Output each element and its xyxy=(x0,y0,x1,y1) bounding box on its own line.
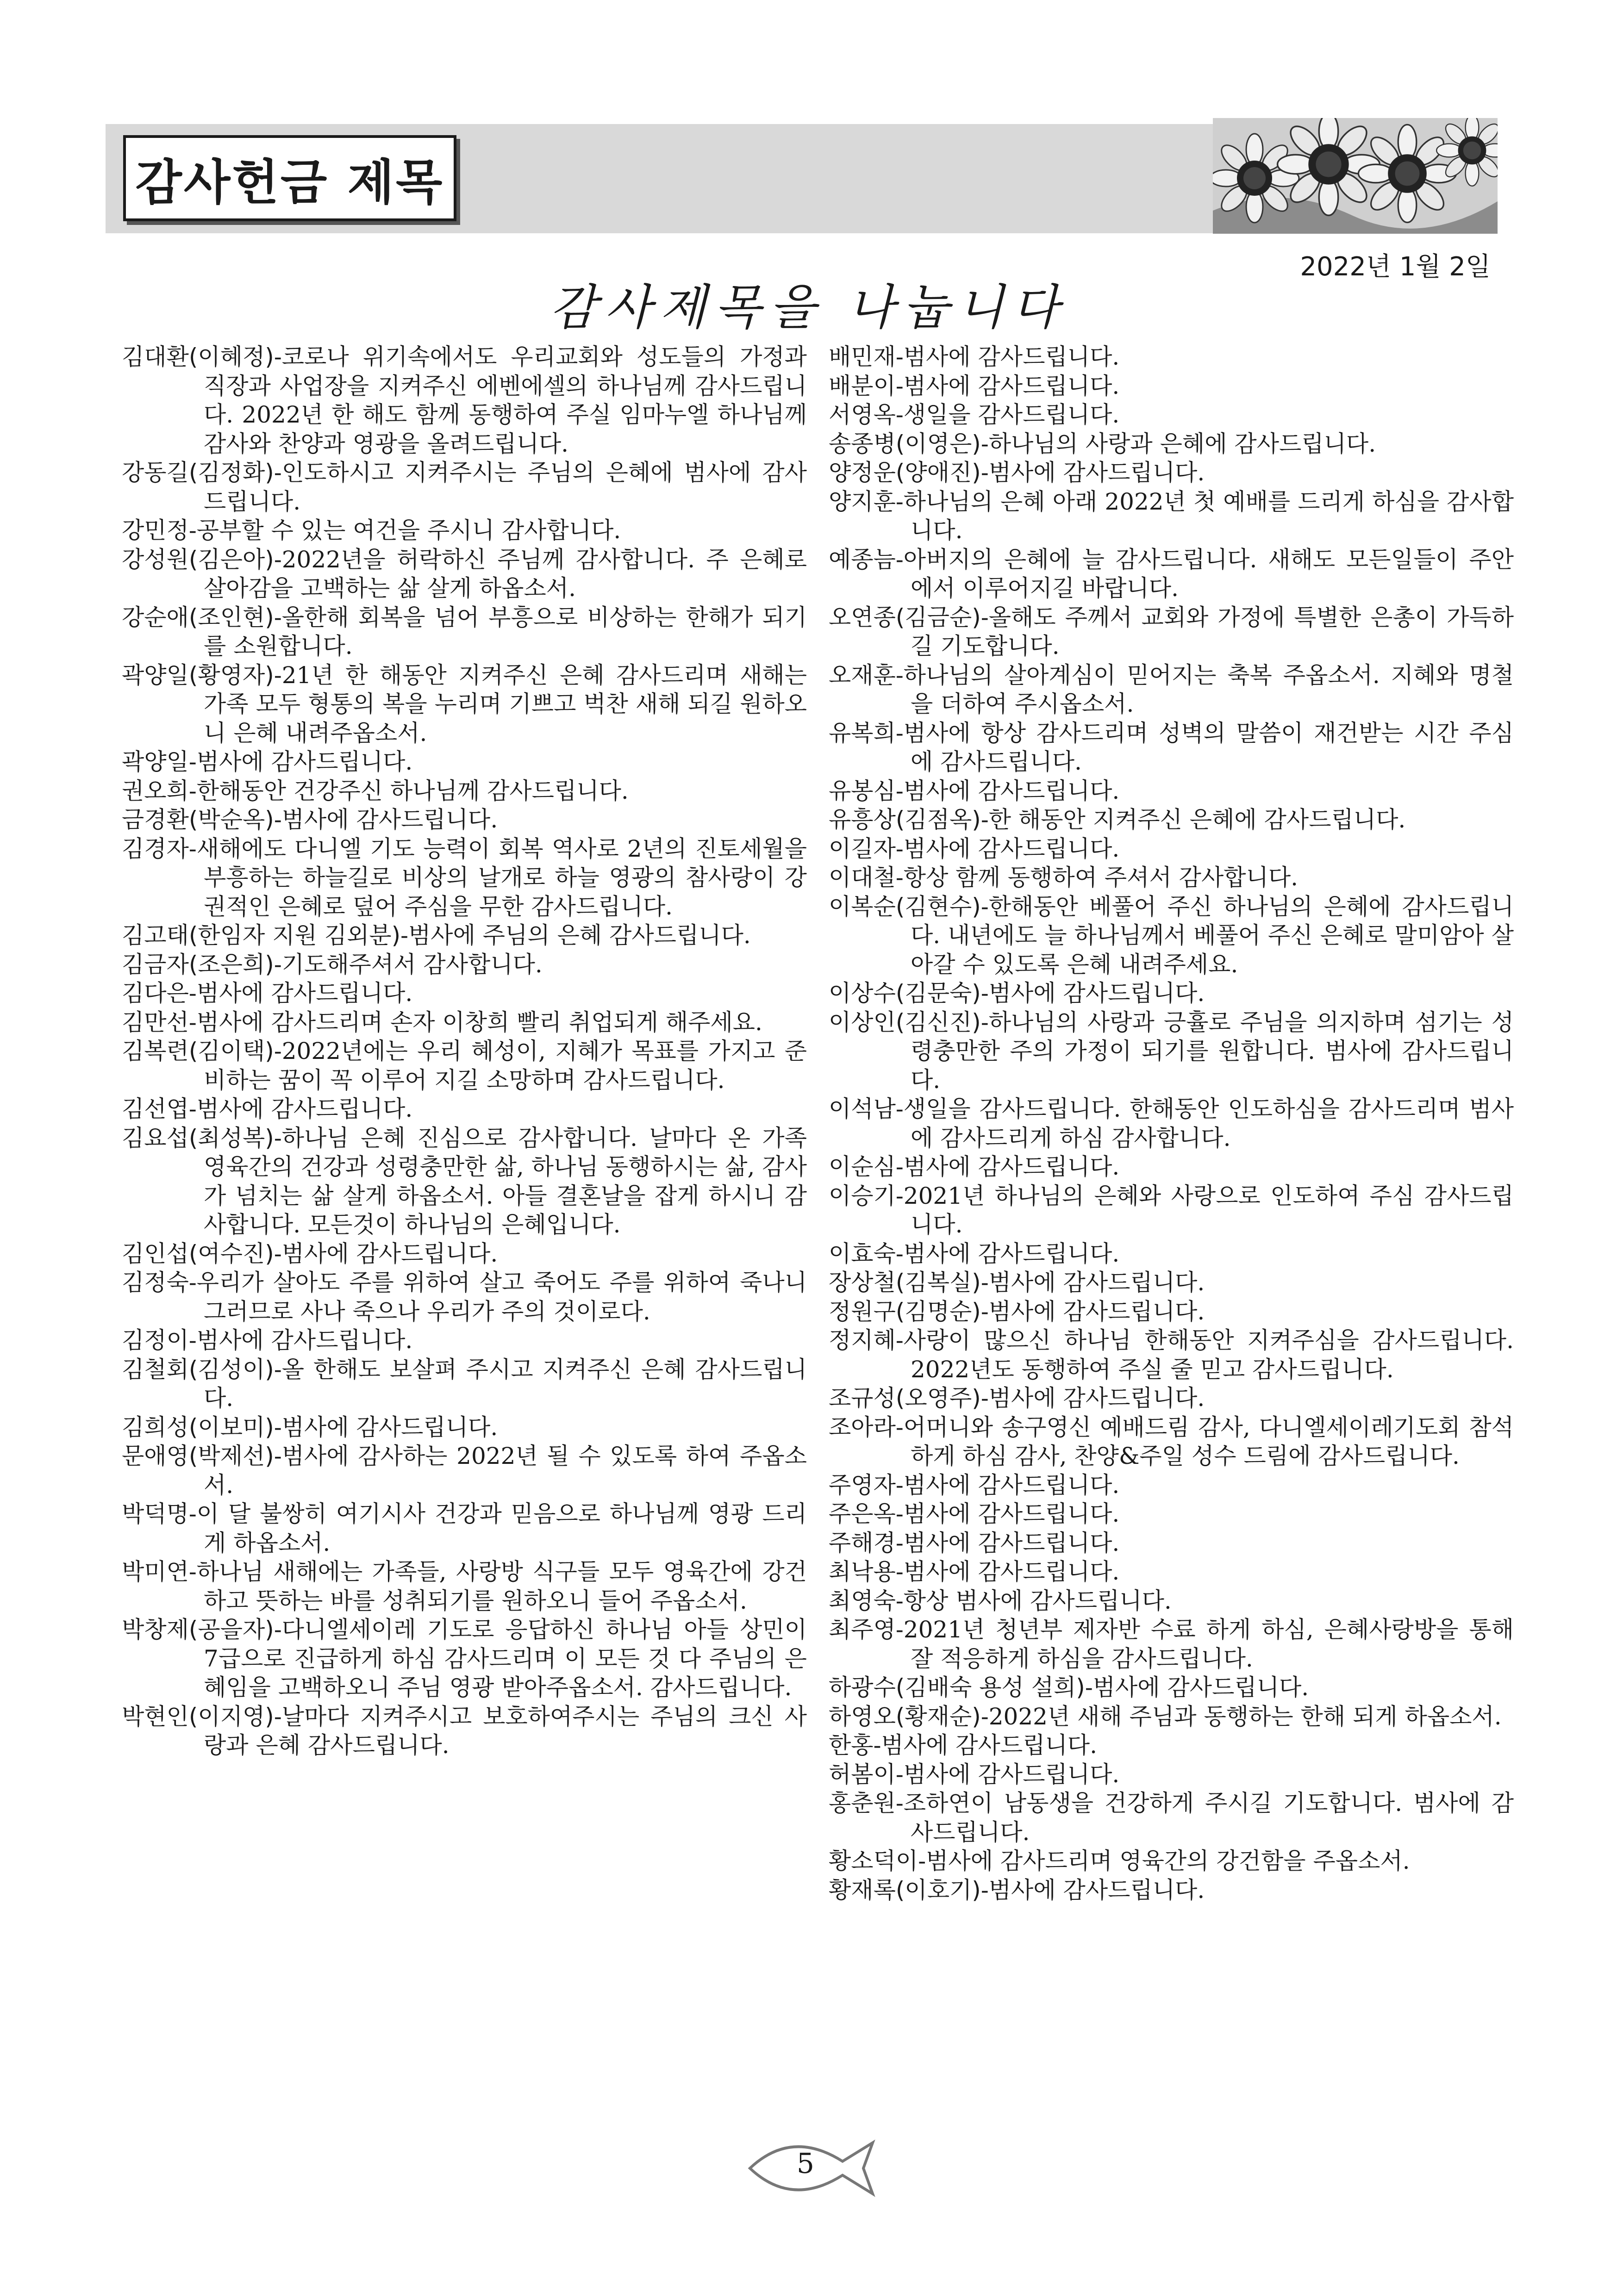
thanks-text: -범사에 감사드리며 영육간의 강건함을 주옵소서. xyxy=(918,1848,1410,1874)
donor-name: 배분이 xyxy=(829,372,896,399)
thanks-text: -범사에 주님의 은혜 감사드립니다. xyxy=(400,922,751,949)
thanks-entry xyxy=(829,429,1514,459)
thanks-entry xyxy=(829,603,1514,661)
thanks-entry xyxy=(122,603,807,661)
thanks-entry xyxy=(829,1876,1514,1905)
donor-name: 서영옥 xyxy=(829,401,896,428)
thanks-text: -범사에 감사드립니다. xyxy=(895,1153,1120,1180)
donor-name: 이효숙 xyxy=(829,1240,896,1267)
thanks-entry xyxy=(122,1095,807,1124)
thanks-text: -코로나 위기속에서도 우리교회와 성도들의 가정과 직장과 사업장을 지켜주신 에벤에셀의 하나님께 감사드립니다. 2022년 한 해도 함께 동행하여 주실 임마누엘 하나님께 감사와 찬양과 영광을 올려드립니다. xyxy=(204,343,807,457)
donor-name: 문애영(박제선) xyxy=(122,1443,274,1469)
donor-name: 양지훈 xyxy=(829,488,896,515)
thanks-entry xyxy=(122,1326,807,1355)
thanks-text: -범사에 감사드립니다. xyxy=(980,1269,1205,1296)
thanks-entry xyxy=(829,1702,1514,1731)
donor-name: 김금자(조은희) xyxy=(122,951,274,978)
donor-name: 유흥상(김점옥) xyxy=(829,806,981,833)
thanks-text: -하나님의 사랑과 긍휼로 주님을 의지하며 섬기는 성령충만한 주의 가정이 되기를 원합니다. 범사에 감사드립니다. xyxy=(911,1008,1514,1094)
donor-name: 예종늠 xyxy=(829,546,896,573)
thanks-text: -범사에 감사드립니다. xyxy=(188,748,413,775)
thanks-entry xyxy=(829,1008,1514,1095)
donor-name: 허봄이 xyxy=(829,1761,896,1788)
thanks-entry xyxy=(829,892,1514,979)
donor-name: 이대철 xyxy=(829,864,896,891)
thanks-entry xyxy=(122,777,807,806)
donor-name: 홍춘원 xyxy=(829,1790,896,1817)
thanks-entry xyxy=(829,342,1514,372)
donor-name: 황소덕이 xyxy=(829,1848,918,1874)
thanks-text: -아버지의 은혜에 늘 감사드립니다. 새해도 모든일들이 주안에서 이루어지길 바랍니다. xyxy=(895,546,1514,602)
thanks-text: -범사에 감사드립니다. xyxy=(895,1529,1120,1556)
donor-name: 황재록(이호기) xyxy=(829,1876,981,1904)
thanks-entry xyxy=(829,834,1514,864)
thanks-entry xyxy=(122,1702,807,1760)
thanks-text: -범사에 감사드립니다. xyxy=(895,1761,1120,1788)
donor-name: 이상인(김신진) xyxy=(829,1008,981,1036)
thanks-entry xyxy=(122,1037,807,1095)
thanks-entry xyxy=(122,342,807,458)
thanks-text: -항상 함께 동행하여 주셔서 감사합니다. xyxy=(895,864,1299,891)
donor-name: 김만선 xyxy=(122,1008,189,1036)
thanks-text: -21년 한 해동안 지켜주신 은혜 감사드리며 새해는 가족 모두 형통의 복을 누리며 기쁘고 벅찬 새해 되길 원하오니 은혜 내려주옵소서. xyxy=(204,661,807,747)
thanks-entry xyxy=(829,1529,1514,1558)
thanks-text: -하나님의 사랑과 은혜에 감사드립니다. xyxy=(980,430,1376,457)
thanks-text: -범사에 감사드립니다. xyxy=(895,372,1120,399)
thanks-entry xyxy=(122,834,807,921)
thanks-text: -범사에 감사드립니다. xyxy=(1085,1674,1309,1701)
thanks-text: -범사에 감사드리며 손자 이창희 빨리 취업되게 해주세요. xyxy=(188,1008,762,1036)
thanks-text: -인도하시고 지켜주시는 주님의 은혜에 범사에 감사드립니다. xyxy=(204,459,807,515)
donor-name: 장상철(김복실) xyxy=(829,1269,981,1296)
donor-name: 유복희 xyxy=(829,719,896,747)
thanks-text: -한 해동안 지켜주신 은혜에 감사드립니다. xyxy=(980,806,1406,833)
thanks-entry xyxy=(122,1268,807,1326)
thanks-entry xyxy=(122,1124,807,1239)
donor-name: 하광수(김배숙 용성 설희) xyxy=(829,1674,1085,1701)
thanks-entry xyxy=(829,1615,1514,1673)
thanks-text: -범사에 감사드립니다. xyxy=(980,1298,1205,1325)
thanks-entry xyxy=(122,805,807,834)
thanks-entry xyxy=(829,1789,1514,1847)
donor-name: 조규성(오영주) xyxy=(829,1385,981,1412)
thanks-text: -범사에 감사드립니다. xyxy=(980,1385,1205,1412)
thanks-text: -범사에 감사드립니다. xyxy=(274,1240,498,1267)
thanks-entry xyxy=(829,1413,1514,1471)
thanks-text: -올한해 회복을 넘어 부흥으로 비상하는 한해가 되기를 소원합니다. xyxy=(204,604,807,660)
donor-name: 김인섭(여수진) xyxy=(122,1240,274,1267)
thanks-text: -하나님의 은혜 아래 2022년 첫 예배를 드리게 하심을 감사합니다. xyxy=(895,488,1514,544)
donor-name: 박현인(이지영) xyxy=(122,1703,274,1730)
thanks-entry xyxy=(829,1182,1514,1239)
thanks-entry xyxy=(829,545,1514,603)
thanks-entry xyxy=(122,1355,807,1413)
donor-name: 김선엽 xyxy=(122,1095,189,1122)
donor-name: 박창제(공을자) xyxy=(122,1616,274,1643)
thanks-entry xyxy=(829,1760,1514,1789)
sunflower-icon xyxy=(1213,118,1498,234)
donor-name: 권오희 xyxy=(122,777,189,804)
thanks-entry xyxy=(829,1326,1514,1384)
donor-name: 주해경 xyxy=(829,1529,896,1556)
thanks-entry xyxy=(829,661,1514,719)
donor-name: 오연종(김금순) xyxy=(829,604,981,631)
thanks-entry xyxy=(122,1413,807,1442)
thanks-entry xyxy=(829,979,1514,1008)
right-column xyxy=(829,342,1514,1904)
thanks-text: -하나님 새해에는 가족들, 사랑방 식구들 모두 영육간에 강건하고 뜻하는 바를 성취되기를 원하오니 들어 주옵소서. xyxy=(188,1558,807,1614)
donor-name: 이복순(김현수) xyxy=(829,893,981,920)
thanks-text: -2021년 하나님의 은혜와 사랑으로 인도하여 주심 감사드립니다. xyxy=(895,1182,1514,1238)
date: 2022년 1월 2일 xyxy=(1300,252,1491,282)
thanks-entry xyxy=(122,545,807,603)
donor-name: 양정운(양애진) xyxy=(829,459,981,486)
thanks-text: -새해에도 다니엘 기도 능력이 회복 역사로 2년의 진토세월을 부흥하는 하늘길로 비상의 날개로 하늘 영광의 참사랑이 강권적인 은혜로 덮어 주심을 무한 감사드립니다. xyxy=(188,835,807,920)
thanks-text: -범사에 감사드립니다. xyxy=(895,1240,1120,1267)
thanks-text: -어머니와 송구영신 예배드림 감사, 다니엘세이레기도회 참석하게 하심 감사, 찬양&주일 성수 드림에 감사드립니다. xyxy=(895,1413,1514,1469)
thanks-text: -범사에 감사하는 2022년 될 수 있도록 하여 주옵소서. xyxy=(204,1443,807,1499)
thanks-entry xyxy=(829,1587,1514,1616)
thanks-text: -범사에 감사드립니다. xyxy=(980,980,1205,1007)
page-title: 감사헌금 제목 xyxy=(123,135,456,221)
thanks-text: -한해동안 베풀어 주신 하나님의 은혜에 감사드립니다. 내년에도 늘 하나님께서 베풀어 주신 은혜로 말미암아 살아갈 수 있도록 은혜 내려주세요. xyxy=(911,893,1514,978)
donor-name: 김철회(김성이) xyxy=(122,1356,274,1383)
thanks-text: -범사에 감사드립니다. xyxy=(274,806,498,833)
thanks-text: -범사에 감사드립니다. xyxy=(188,1327,413,1354)
thanks-text: -생일을 감사드립니다. 한해동안 인도하심을 감사드리며 범사에 감사드리게 하심 감사합니다. xyxy=(895,1095,1514,1151)
donor-name: 이순심 xyxy=(829,1153,896,1180)
thanks-text: -범사에 감사드립니다. xyxy=(188,980,413,1007)
donor-name: 곽양일 xyxy=(122,748,189,775)
donor-name: 강동길(김정화) xyxy=(122,459,274,486)
donor-name: 강성원(김은아) xyxy=(122,546,274,573)
thanks-entry xyxy=(829,1095,1514,1152)
donor-name: 최영숙 xyxy=(829,1587,896,1614)
thanks-text: -범사에 감사드립니다. xyxy=(188,1095,413,1122)
thanks-text: -범사에 항상 감사드리며 성벽의 말씀이 재건받는 시간 주심에 감사드립니다. xyxy=(895,719,1514,775)
thanks-entry xyxy=(829,372,1514,401)
donor-name: 주은옥 xyxy=(829,1500,896,1527)
thanks-text: -공부할 수 있는 여건을 주시니 감사합니다. xyxy=(188,517,621,544)
donor-name: 강민정 xyxy=(122,517,189,544)
thanks-entry xyxy=(122,1008,807,1037)
page-number: 5 xyxy=(796,2147,815,2180)
donor-name: 이승기 xyxy=(829,1182,896,1209)
thanks-entry xyxy=(122,516,807,545)
thanks-text: -범사에 감사드립니다. xyxy=(895,1558,1120,1585)
thanks-text: -범사에 감사드립니다. xyxy=(980,1876,1205,1904)
thanks-text: -한해동안 건강주신 하나님께 감사드립니다. xyxy=(188,777,629,804)
donor-name: 김정숙 xyxy=(122,1269,189,1296)
donor-name: 유봉심 xyxy=(829,777,896,804)
donor-name: 하영오(황재순) xyxy=(829,1703,981,1730)
thanks-text: -이 달 불쌍히 여기시사 건강과 믿음으로 하나님께 영광 드리게 하옵소서. xyxy=(188,1500,807,1556)
left-column xyxy=(122,342,807,1760)
thanks-text: -범사에 감사드립니다. xyxy=(895,343,1120,370)
donor-name: 금경환(박순옥) xyxy=(122,806,274,833)
thanks-text: -올해도 주께서 교회와 가정에 특별한 은총이 가득하길 기도합니다. xyxy=(911,604,1514,660)
thanks-entry xyxy=(829,1847,1514,1876)
thanks-entry xyxy=(829,1673,1514,1702)
thanks-entry xyxy=(122,747,807,777)
thanks-entry xyxy=(122,661,807,748)
donor-name: 이상수(김문숙) xyxy=(829,980,981,1007)
thanks-entry xyxy=(829,1268,1514,1297)
thanks-entry xyxy=(122,950,807,979)
donor-name: 오재훈 xyxy=(829,661,896,689)
donor-name: 이석남 xyxy=(829,1095,896,1122)
donor-name: 이길자 xyxy=(829,835,896,862)
thanks-text: -조하연이 남동생을 건강하게 주시길 기도합니다. 범사에 감사드립니다. xyxy=(895,1790,1514,1846)
thanks-text: -하나님 은혜 진심으로 감사합니다. 날마다 온 가족 영육간의 건강과 성령충만한 삶, 하나님 동행하시는 삶, 감사가 넘치는 삶 살게 하옵소서. 아들 결혼날을 잡게 하시니 감사합니다. 모든것이 하나님의 은혜입니다. xyxy=(204,1124,807,1238)
thanks-entry xyxy=(829,1384,1514,1413)
thanks-entry xyxy=(829,1500,1514,1529)
donor-name: 김희성(이보미) xyxy=(122,1413,274,1441)
thanks-text: -사랑이 많으신 하나님 한해동안 지켜주심을 감사드립니다. 2022년도 동행하여 주실 줄 믿고 감사드립니다. xyxy=(895,1327,1514,1383)
donor-name: 박미연 xyxy=(122,1558,189,1585)
thanks-entry xyxy=(829,1731,1514,1760)
thanks-text: -범사에 감사드립니다. xyxy=(274,1413,498,1441)
thanks-text: -올 한해도 보살펴 주시고 지켜주신 은혜 감사드립니다. xyxy=(204,1356,807,1412)
thanks-entry xyxy=(829,1152,1514,1182)
thanks-entry xyxy=(122,1557,807,1615)
thanks-entry xyxy=(122,921,807,950)
donor-name: 김경자 xyxy=(122,835,189,862)
thanks-entry xyxy=(122,979,807,1008)
thanks-entry xyxy=(122,1239,807,1269)
donor-name: 박덕명 xyxy=(122,1500,189,1527)
thanks-entry xyxy=(829,1557,1514,1587)
donor-name: 김정이 xyxy=(122,1327,189,1354)
thanks-entry xyxy=(829,458,1514,487)
donor-name: 김요섭(최성복) xyxy=(122,1124,274,1151)
thanks-text: -2022년에는 우리 혜성이, 지혜가 목표를 가지고 준비하는 꿈이 꼭 이루어 지길 소망하며 감사드립니다. xyxy=(204,1038,807,1094)
donor-name: 최낙용 xyxy=(829,1558,896,1585)
donor-name: 김고태(한임자 지원 김외분) xyxy=(122,922,401,949)
thanks-entry xyxy=(122,458,807,516)
donor-name: 김복련(김이택) xyxy=(122,1038,274,1064)
thanks-entry xyxy=(829,487,1514,545)
thanks-entry xyxy=(829,805,1514,834)
thanks-entry xyxy=(829,719,1514,777)
thanks-text: -생일을 감사드립니다. xyxy=(895,401,1120,428)
thanks-entry xyxy=(829,1239,1514,1269)
thanks-entry xyxy=(829,1297,1514,1326)
thanks-text: -2021년 청년부 제자반 수료 하게 하심, 은혜사랑방을 통해 잘 적응하게 하심을 감사드립니다. xyxy=(895,1616,1514,1672)
thanks-entry xyxy=(122,1500,807,1557)
thanks-text: -2022년을 허락하신 주님께 감사합니다. 주 은혜로 살아감을 고백하는 삶 살게 하옵소서. xyxy=(204,546,807,602)
thanks-text: -범사에 감사드립니다. xyxy=(873,1732,1097,1759)
donor-name: 강순애(조인현) xyxy=(122,604,274,631)
donor-name: 조아라 xyxy=(829,1413,896,1441)
donor-name: 한홍 xyxy=(829,1732,874,1759)
thanks-text: -범사에 감사드립니다. xyxy=(895,835,1120,862)
donor-name: 곽양일(황영자) xyxy=(122,661,274,689)
thanks-text: -다니엘세이레 기도로 응답하신 하나님 아들 상민이 7급으로 진급하게 하심 감사드리며 이 모든 것 다 주님의 은혜임을 고백하오니 주님 영광 받아주옵소서. 감사드립니다. xyxy=(204,1616,807,1701)
thanks-text: -하나님의 살아계심이 믿어지는 축복 주옵소서. 지혜와 명철을 더하여 주시옵소서. xyxy=(895,661,1514,717)
donor-name: 배민재 xyxy=(829,343,896,370)
thanks-text: -날마다 지켜주시고 보호하여주시는 주님의 크신 사랑과 은혜 감사드립니다. xyxy=(204,1703,807,1759)
subtitle: 감사제목을 나눕니다 xyxy=(549,279,1068,336)
thanks-text: -항상 범사에 감사드립니다. xyxy=(895,1587,1172,1614)
thanks-entry xyxy=(829,777,1514,806)
donor-name: 정지혜 xyxy=(829,1327,896,1354)
thanks-entry xyxy=(122,1615,807,1702)
thanks-entry xyxy=(829,1471,1514,1500)
donor-name: 송종병(이영은) xyxy=(829,430,981,457)
thanks-entry xyxy=(122,1442,807,1500)
thanks-entry xyxy=(829,863,1514,892)
thanks-text: -2022년 새해 주님과 동행하는 한해 되게 하옵소서. xyxy=(980,1703,1502,1730)
thanks-text: -기도해주셔서 감사합니다. xyxy=(274,951,543,978)
donor-name: 김대환(이혜정) xyxy=(122,343,274,370)
thanks-text: -범사에 감사드립니다. xyxy=(980,459,1205,486)
thanks-text: -범사에 감사드립니다. xyxy=(895,777,1120,804)
donor-name: 최주영 xyxy=(829,1616,896,1643)
thanks-text: -범사에 감사드립니다. xyxy=(895,1500,1120,1527)
donor-name: 정원구(김명순) xyxy=(829,1298,981,1325)
thanks-entry xyxy=(829,400,1514,429)
thanks-text: -범사에 감사드립니다. xyxy=(895,1471,1120,1499)
donor-name: 주영자 xyxy=(829,1471,896,1499)
donor-name: 김다은 xyxy=(122,980,189,1007)
thanks-text: -우리가 살아도 주를 위하여 살고 죽어도 주를 위하여 죽나니 그러므로 사나 죽으나 우리가 주의 것이로다. xyxy=(188,1269,807,1325)
